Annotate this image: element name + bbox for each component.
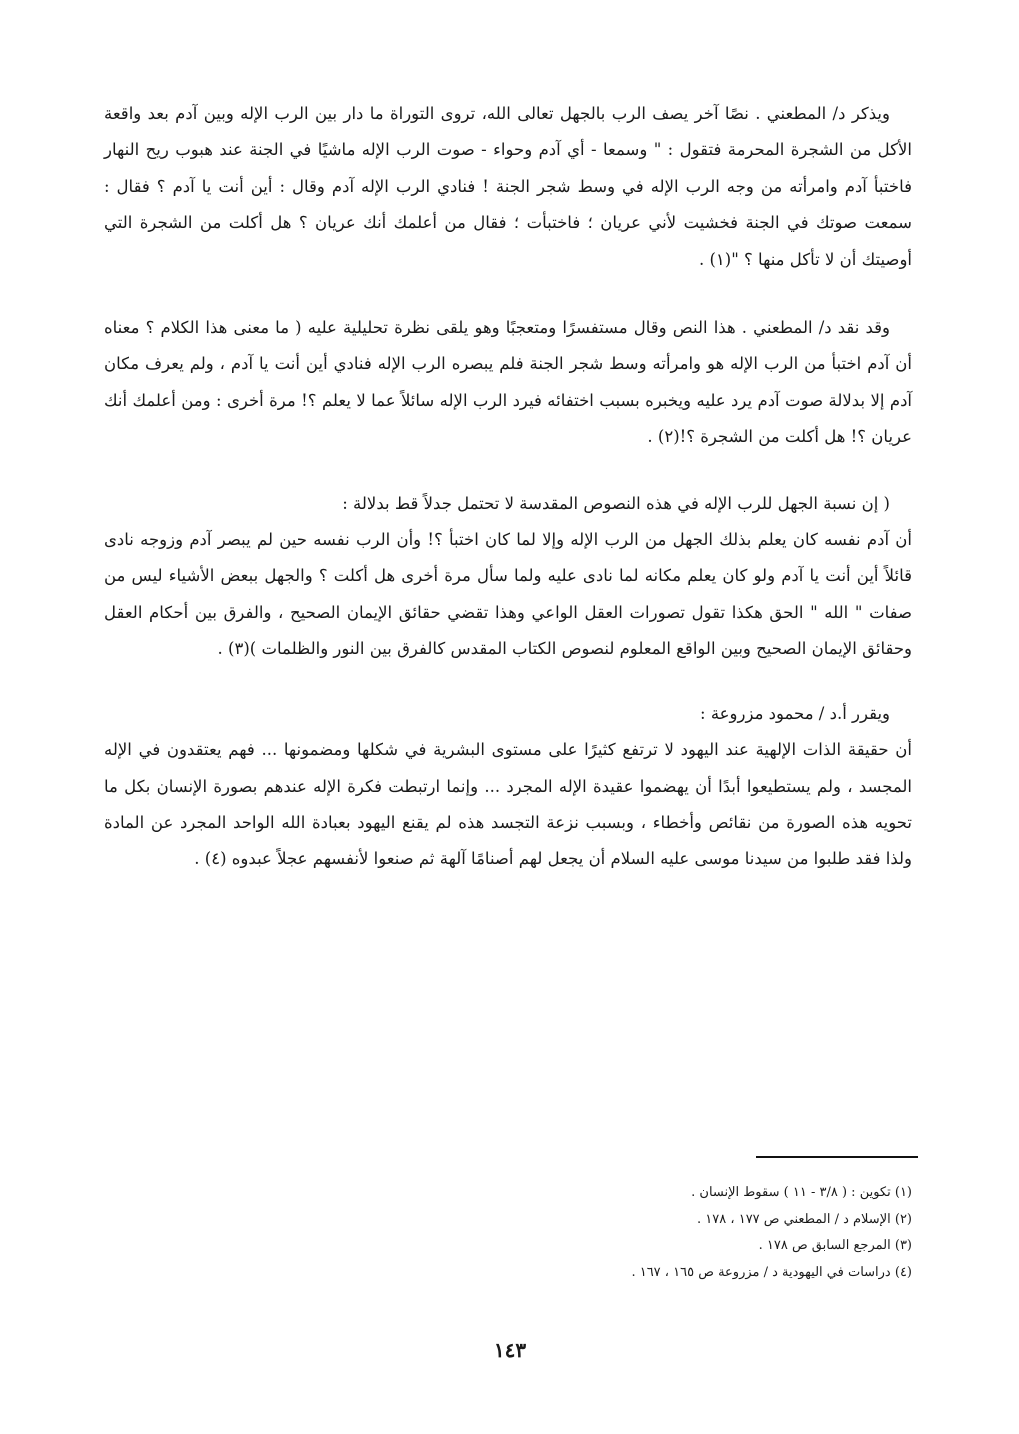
footnote-1: (١) تكوين : ( ٣/٨ - ١١ ) سقوط الإنسان . [691,1185,912,1200]
paragraph-3: ( إن نسبة الجهل للرب الإله في هذه النصوص المقدسة لا تحتمل جدلاً قط بدلالة : [342,493,890,513]
paragraph-2: وقد نقد د/ المطعني . هذا النص وقال مستفسرًا ومتعجبًا وهو يلقى نظرة تحليلية عليه ( ما معنى هذا الكلام ؟ معناه أن آدم اختبأ من الرب الإله هو وامرأته وسط شجر الجنة فلم يبصره الرب الإله فنادي أين أنت يا آدم ، ولم يعرف مكان آدم إلا بدلالة صوت آدم يرد عليه ويخبره بسبب اختفائه فيرد الرب الإله سائلاً عما لا يعلم ؟! مرة أخرى : ومن أعلمك أنك عريان ؟! هل أكلت من الشجرة ؟!(٢) . [104,318,912,447]
page-number: ١٤٣ [493,1338,527,1362]
paragraph-gap [104,278,912,310]
paragraph-6: أن حقيقة الذات الإلهية عند اليهود لا ترتفع كثيرًا على مستوى البشرية في شكلها ومضمونها ... فهم يعتقدون في الإله المجسد ، ولم يستطيعوا أبدًا أن يهضموا عقيدة الإله المجرد ... وإنما ارتبطت فكرة الإله عندهم بصورة الإنسان بكل ما تحويه هذه الصورة من نقائص وأخطاء ، وبسبب نزعة التجسد هذه لم يقنع اليهود بعبادة الله الواحد المجرد عن المادة ولذا فقد طلبوا من سيدنا موسى عليه السلام أن يجعل لهم أصنامًا آلهة ثم صنعوا لأنفسهم عجلاً عبدوه (٤) . [104,740,912,869]
paragraph-gap [104,456,912,486]
main-text [104,96,912,878]
footnote-3: (٣) المرجع السابق ص ١٧٨ . [758,1238,912,1253]
footnotes [500,1180,912,1286]
footnote-divider [756,1156,918,1158]
footnote-2: (٢) الإسلام د / المطعني ص ١٧٧ ، ١٧٨ . [697,1211,912,1227]
paragraph-4: أن آدم نفسه كان يعلم بذلك الجهل من الرب الإله وإلا لما كان اختبأ ؟! وأن الرب نفسه حين لم يبصر آدم وزوجه نادى قائلاً أين أنت يا آدم ولو كان يعلم مكانه لما نادى عليه ولما سأل مرة أخرى هل أكلت ؟ والجهل ببعض الأشياء ليس من صفات " الله " الحق هكذا تقول تصورات العقل الواعي وهذا تقضي حقائق الإيمان الصحيح ، والفرق بين أحكام العقل وحقائق الإيمان الصحيح وبين الواقع المعلوم لنصوص الكتاب المقدس كالفرق بين النور والظلمات )(٣) . [104,530,912,659]
paragraph-gap [104,668,912,696]
footnote-4: (٤) دراسات في اليهودية د / مزروعة ص ١٦٥ ، ١٦٧ . [631,1264,912,1280]
paragraph-1: ويذكر د/ المطعني . نصًا آخر يصف الرب بالجهل تعالى الله، تروى التوراة ما دار بين الرب الإله وبين آدم بعد واقعة الأكل من الشجرة المحرمة فتقول : " وسمعا - أي آدم وحواء - صوت الرب الإله ماشيًا في الجنة عند هبوب ريح النهار فاختبأ آدم وامرأته من وجه الرب الإله في وسط شجر الجنة ! فنادي الرب الإله آدم وقال : أين أنت يا آدم ؟ فقال : سمعت صوتك في الجنة فخشيت لأني عريان ؛ فاختبأت ؛ فقال من أعلمك أنك عريان ؟ هل أكلت من الشجرة التي أوصيتك أن لا تأكل منها ؟ "(١) . [104,104,912,269]
paragraph-5: ويقرر أ.د / محمود مزروعة : [700,703,890,723]
